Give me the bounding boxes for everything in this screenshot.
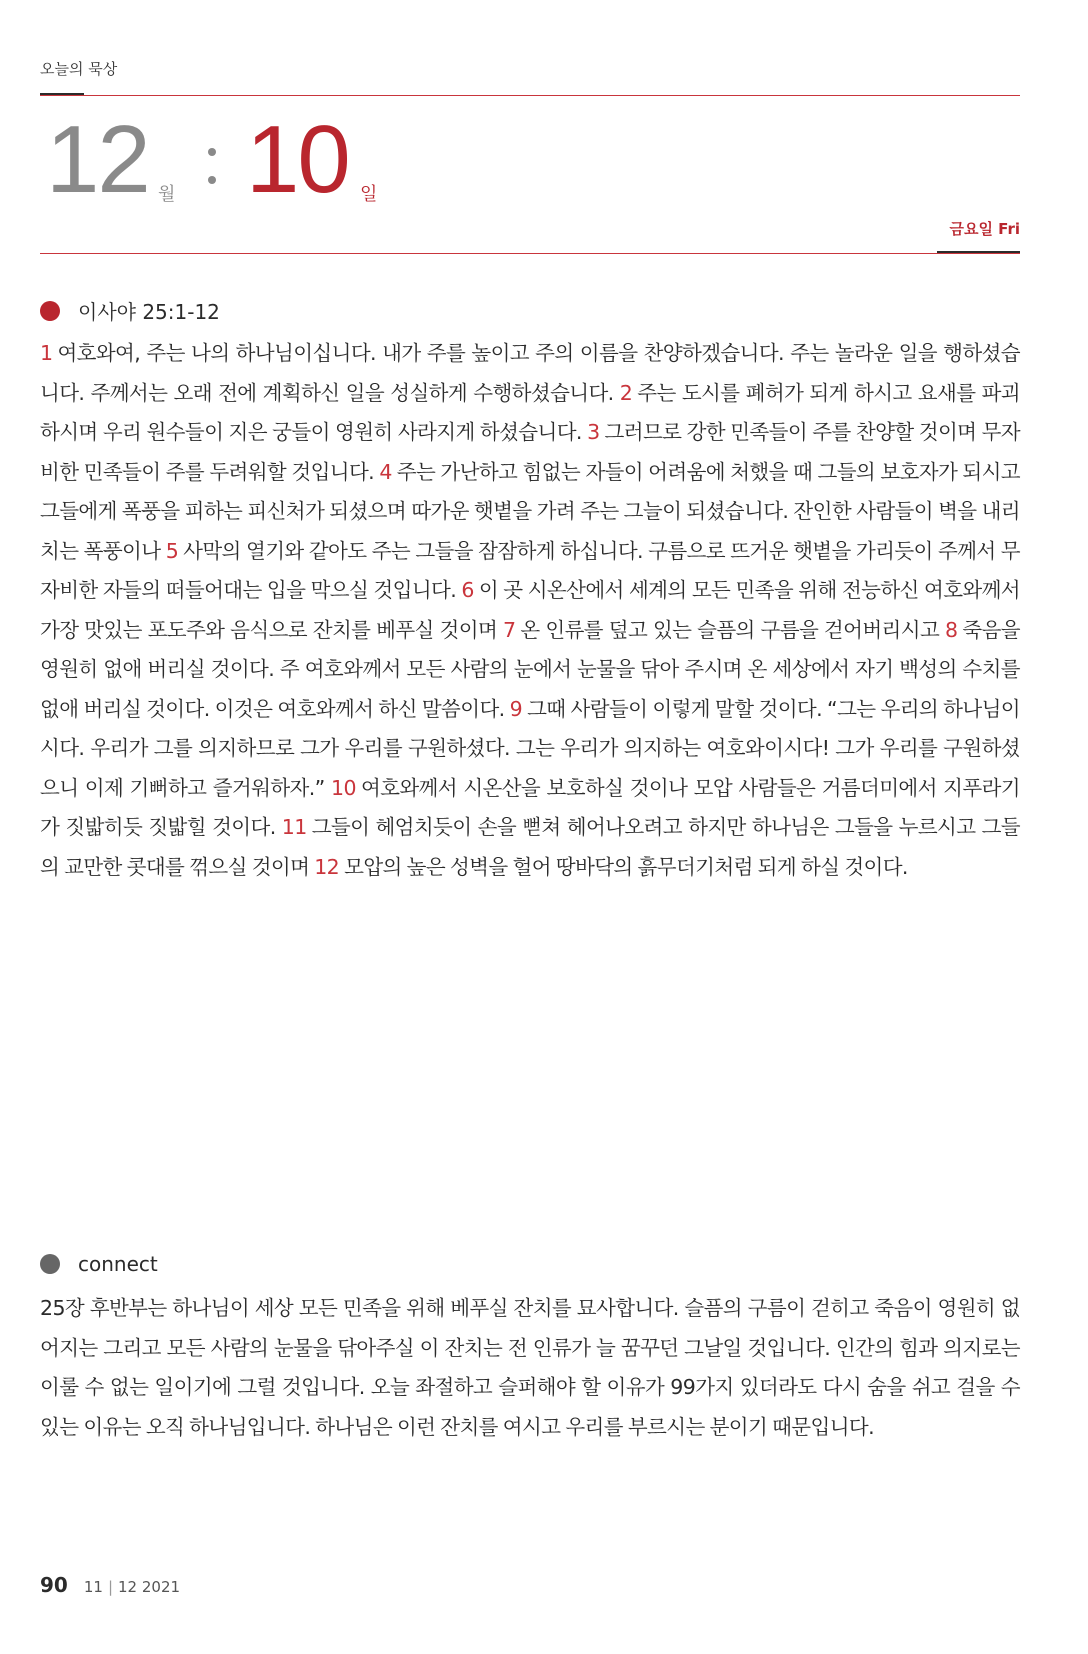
connect-heading <box>40 1252 158 1276</box>
verse-number: 4 <box>379 459 392 484</box>
connect-title: connect <box>78 1252 158 1276</box>
scripture-heading <box>40 296 220 325</box>
connect-text: 25장 후반부는 하나님이 세상 모든 민족을 위해 베푸실 잔치를 묘사합니다. 슬픔의 구름이 걷히고 죽음이 영원히 없어지는 그리고 모든 사람의 눈물을 닦아주실 이 잔치는 전 인류가 늘 꿈꾸던 그날일 것입니다. 인간의 힘과 의지로는 이룰 수 없는 일이기에 그럴 것입니다. 오늘 좌절하고 슬퍼해야 할 이유가 99가지 있더라도 다시 숨을 쉬고 걸을 수 있는 이유는 오직 하나님입니다. 하나님은 이런 잔치를 여시고 우리를 부르시는 분이기 때문입니다. <box>40 1296 1020 1439</box>
issue-separator: | <box>107 1578 113 1596</box>
verse-text: 죽음을 영원히 없애 버리실 것이다. 주 여호와께서 모든 사람의 눈에서 눈물을 닦아 주시며 온 세상에서 자기 백성의 수치를 없애 버리실 것이다. 이것은 여호와께서 하신 말씀이다. <box>40 617 1021 721</box>
verse-text: 온 인류를 덮고 있는 슬픔의 구름을 걷어버리시고 <box>520 617 940 642</box>
verse-number: 10 <box>331 775 356 800</box>
page-footer <box>40 1573 180 1597</box>
header-divider <box>40 253 1020 254</box>
verse-text: 모압의 높은 성벽을 헐어 땅바닥의 흙무더기처럼 되게 하실 것이다. <box>344 854 908 879</box>
top-divider <box>40 95 1020 96</box>
verse-number: 12 <box>314 854 340 879</box>
verse-number: 8 <box>944 617 958 642</box>
verse-text: 주는 도시를 폐허가 되게 하시고 요새를 파괴하시며 우리 원수들이 지은 궁들이 영원히 사라지게 하셨습니다. <box>40 380 1021 444</box>
verse-number: 5 <box>165 538 179 563</box>
verse-number: 1 <box>40 341 53 365</box>
verse-text: 그때 사람들이 이렇게 말할 것이다. “그는 우리의 하나님이시다. 우리가 그를 의지하므로 그가 우리를 구원하셨다. 그는 우리가 의지하는 여호와이시다! 그가 우리를 구원하셨으니 이제 기뻐하고 즐거워하자.” <box>40 696 1020 800</box>
verse-text: 여호와여, 주는 나의 하나님이십니다. 내가 주를 높이고 주의 이름을 찬양하겠습니다. 주는 놀라운 일을 행하셨습니다. 주께서는 오래 전에 계획하신 일을 성실하게 수행하셨습니다. <box>40 341 1020 405</box>
verse-text: 이 곳 시온산에서 세계의 모든 민족을 위해 전능하신 여호와께서 가장 맛있는 포도주와 음식으로 잔치를 베푸실 것이며 <box>40 578 1021 642</box>
verse-text: 그들이 헤엄치듯이 손을 뻗쳐 헤어나오려고 하지만 하나님은 그들을 누르시고 그들의 교만한 콧대를 꺾으실 것이며 <box>40 815 1020 879</box>
scripture-reference: 이사야 25:1-12 <box>78 300 220 324</box>
colon-dot-top <box>208 148 216 156</box>
section-label: 오늘의 묵상 <box>40 60 118 78</box>
day-number: 10 <box>246 106 349 213</box>
verse-number: 2 <box>619 380 633 405</box>
verse-text: 여호와께서 시온산을 보호하실 것이나 모압 사람들은 거름더미에서 지푸라기가 짓밟히듯 짓밟힐 것이다. <box>40 775 1020 839</box>
month-number: 12 <box>46 106 149 213</box>
verse-number: 3 <box>587 420 600 444</box>
verse-number: 11 <box>281 815 307 839</box>
day-unit: 일 <box>360 184 378 205</box>
weekday-label: 금요일 Fri <box>949 220 1020 238</box>
colon-dot-bottom <box>208 176 216 184</box>
bullet-icon <box>40 1254 60 1274</box>
page-number: 90 <box>40 1573 68 1597</box>
issue-date <box>84 1578 180 1596</box>
verse-text: 사막의 열기와 같아도 주는 그들을 잠잠하게 하십니다. 구름으로 뜨거운 햇볕을 가리듯이 주께서 무자비한 자들의 떠들어대는 입을 막으실 것입니다. <box>40 538 1021 602</box>
verse-number: 6 <box>461 578 474 602</box>
verse-text: 주는 가난하고 힘없는 자들이 어려움에 처했을 때 그들의 보호자가 되시고 그들에게 폭풍을 피하는 피신처가 되셨으며 따가운 햇볕을 가려 주는 그늘이 되셨습니다. 잔인한 사람들이 벽을 내리치는 폭풍이나 <box>40 459 1020 563</box>
issue-month-year: 12 2021 <box>118 1578 181 1596</box>
bullet-icon <box>40 301 60 321</box>
verse-number: 7 <box>502 617 516 642</box>
verse-text: 그러므로 강한 민족들이 주를 찬양할 것이며 무자비한 민족들이 주를 두려워할 것입니다. <box>40 420 1021 484</box>
issue-month: 11 <box>83 1578 103 1596</box>
verse-number: 9 <box>509 696 523 721</box>
scripture-passage <box>40 334 1020 887</box>
month-unit: 월 <box>158 184 176 205</box>
